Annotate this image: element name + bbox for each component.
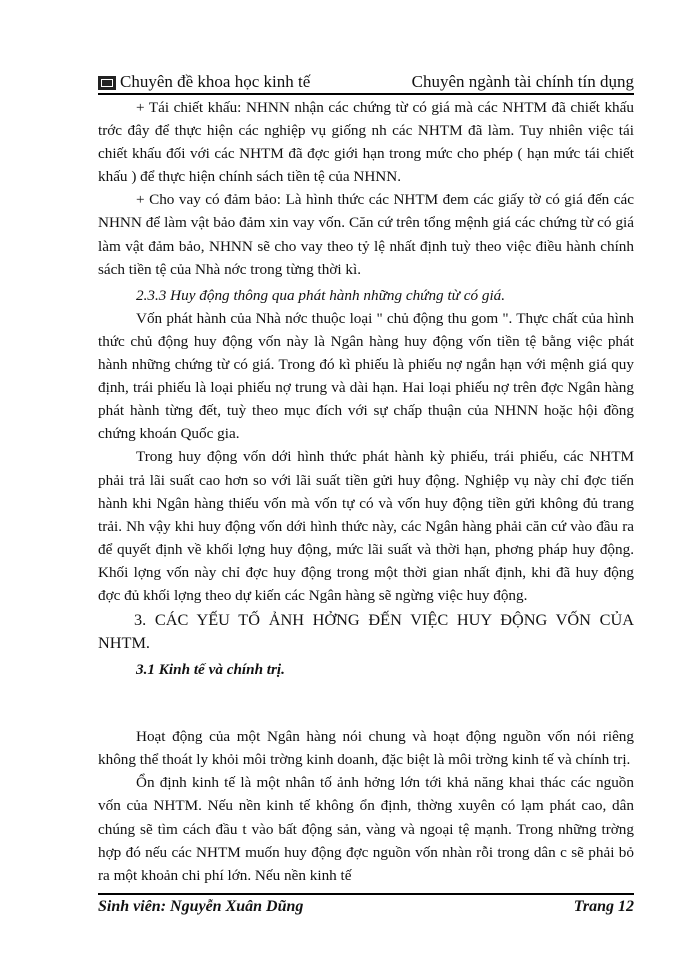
paragraph: + Cho vay có đảm bảo: Là hình thức các NHTM đem các giấy tờ có giá đến các NHNN để làm vật bảo đảm xin vay vốn. Căn cứ trên tổng mệnh giá các chứng từ có giá làm vật đảm bảo, NHNN sẽ cho vay theo tỷ lệ nhất định tuỳ theo việc điều hành chính sách tiền tệ của Nhà nớc trong từng thời kì.: [98, 191, 634, 278]
page-footer: [98, 893, 634, 919]
subsection-heading: 2.3.3 Huy động thông qua phát hành những chứng từ có giá.: [136, 286, 506, 304]
page-number: Trang 12: [573, 898, 634, 915]
section-heading: 3. CÁC YẾU TỐ ẢNH HỞNG ĐẾN VIỆC HUY ĐỘNG VỐN CỦA NHTM.: [98, 610, 634, 653]
header-left: [98, 72, 310, 92]
paragraph: Ổn định kinh tế là một nhân tố ảnh hởng lớn tới khả năng khai thác các nguồn vốn của NHTM. Nếu nền kinh tế không ổn định, thờng xuyên có lạm phát cao, dân chúng sẽ tìm cách đầu t vào bất động sản, vàng và ngoại tệ mạnh. Trong những trờng hợp đó nếu các NHTM muốn huy động đợc nguồn vốn nhàn rỗi trong dân c sẽ phải bỏ ra một khoản chi phí lớn. Nếu nền kinh tế: [98, 774, 634, 884]
header-right-title: Chuyên ngành tài chính tín dụng: [411, 72, 634, 91]
paragraph: + Tái chiết khấu: NHNN nhận các chứng từ có giá mà các NHTM đã chiết khấu trớc đây để thực hiện các nghiệp vụ giống nh các NHTM đã làm. Tuy nhiên việc tái chiết khấu đối với các NHTM đã đợc giới hạn trong mức cho phép ( hạn mức tái chiết khấu ) để thực hiện chính sách tiền tệ của NHNN.: [98, 99, 634, 186]
paragraph: Trong huy động vốn dới hình thức phát hành kỳ phiếu, trái phiếu, các NHTM phải trả lãi suất cao hơn so với lãi suất tiền gửi huy động. Nghiệp vụ này chỉ đợc tiến hành khi Ngân hàng thiếu vốn mà vốn tự có và vốn huy động tiền gửi không đủ trang trải. Nh vậy khi huy động vốn dới hình thức này, các Ngân hàng phải căn cứ vào đầu ra để quyết định về khối lợng huy động, mức lãi suất và thời hạn, phơng pháp huy động. Khối lợng vốn này chỉ đợc huy động trong một thời gian nhất định, khi đã huy động đợc đủ khối lợng theo dự kiến các Ngân hàng sẽ ngừng việc huy động.: [98, 448, 634, 604]
page-header: [98, 71, 634, 95]
header-left-title: Chuyên đề khoa học kinh tế: [120, 72, 311, 91]
paragraph: Vốn phát hành của Nhà nớc thuộc loại " chủ động thu gom ". Thực chất của hình thức chủ động huy động vốn này là Ngân hàng huy động vốn tiền tệ bằng việc phát hành những chứng từ có giá. Trong đó kì phiếu là phiếu nợ ngắn hạn với mệnh giá quy định, trái phiếu là loại phiếu nợ trung và dài hạn. Hai loại phiếu nợ trên đợc Ngân hàng phát hành từng đết, tuỳ theo mục đích với sự chấp thuận của NHNN hoặc hội đồng chứng khoán Quốc gia.: [98, 309, 634, 443]
footer-author: Sinh viên: Nguyễn Xuân Dũng: [98, 898, 304, 915]
subsection-heading: 3.1 Kinh tế và chính trị.: [136, 661, 285, 679]
page-body: [98, 96, 634, 887]
document-icon: [98, 76, 116, 90]
paragraph: Hoạt động của một Ngân hàng nói chung và hoạt động nguồn vốn nói riêng không thể thoát ly khỏi môi trờng kinh doanh, đặc biệt là môi trờng kinh tế và chính trị.: [98, 728, 634, 769]
